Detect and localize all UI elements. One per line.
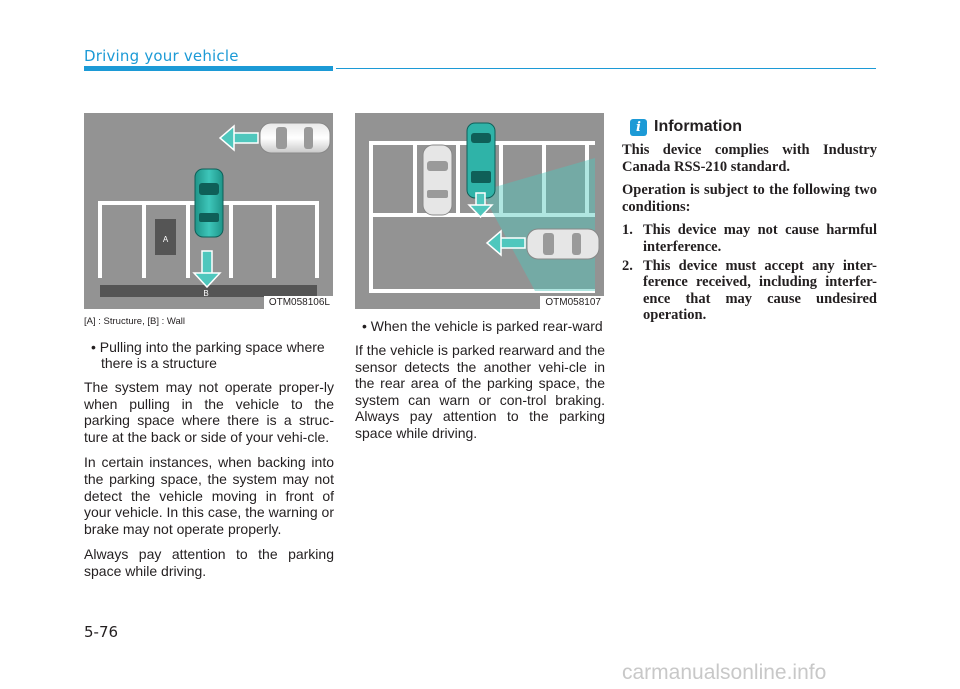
info-list bbox=[622, 222, 877, 324]
silver-car bbox=[260, 123, 330, 153]
figure-pulling-in bbox=[84, 113, 333, 309]
list-text: This device may not cause harmful interference. bbox=[643, 222, 877, 255]
info-list-item bbox=[622, 222, 877, 255]
column-1 bbox=[84, 316, 334, 589]
label-a: A bbox=[162, 235, 169, 244]
silver-car-parked bbox=[423, 145, 452, 215]
figure-code: OTM058106L bbox=[264, 296, 333, 309]
list-number: 2. bbox=[622, 257, 633, 274]
page-number: 5-76 bbox=[84, 623, 119, 641]
column-2 bbox=[355, 318, 605, 451]
information-body bbox=[622, 142, 877, 326]
header-rule-thick bbox=[84, 66, 333, 71]
bullet-item: • Pulling into the parking space where there is a structure bbox=[91, 339, 325, 371]
info-paragraph: This device complies with Industry Canada RSS-210 standard. bbox=[622, 142, 877, 175]
label-b: B bbox=[203, 289, 209, 298]
watermark: carmanualsonline.info bbox=[622, 661, 827, 684]
info-list-item bbox=[622, 258, 877, 324]
figure-parked-rearward bbox=[355, 113, 604, 309]
information-title: Information bbox=[654, 118, 742, 135]
section-title: Driving your vehicle bbox=[84, 47, 239, 65]
info-paragraph: Operation is subject to the following two conditions: bbox=[622, 182, 877, 215]
paragraph: The system may not operate proper-ly when pulling in the vehicle to the parking space where there is a struc-ture at the back or side of your vehi-cle. bbox=[84, 379, 334, 445]
list-number: 1. bbox=[622, 222, 633, 239]
figure-code: OTM058107 bbox=[540, 296, 604, 309]
parking-illustration-1 bbox=[84, 113, 333, 309]
info-icon: i bbox=[630, 119, 647, 136]
teal-car bbox=[467, 123, 495, 198]
bullet-item: • When the vehicle is parked rear-ward bbox=[362, 318, 603, 334]
silver-car-moving bbox=[527, 229, 599, 259]
list-text: This device must accept any inter-ference received, including interfer-ence that may cause undesired operation. bbox=[643, 257, 877, 324]
parking-illustration-2 bbox=[355, 113, 604, 309]
paragraph: In certain instances, when backing into the parking space, the system may not detect the vehicle moving in front of your vehicle. In this case, the warning or brake may not operate properly. bbox=[84, 454, 334, 537]
figure-caption: [A] : Structure, [B] : Wall bbox=[84, 316, 186, 327]
paragraph: Always pay attention to the parking space while driving. bbox=[84, 546, 334, 579]
information-header bbox=[630, 117, 742, 137]
paragraph: If the vehicle is parked rearward and the sensor detects the another vehi-cle in the rear area of the parking space, the system can warn or con-trol braking. Always pay attention to the parking space while driving. bbox=[355, 342, 605, 441]
header-rule-thin bbox=[336, 68, 876, 69]
teal-car bbox=[195, 169, 223, 237]
